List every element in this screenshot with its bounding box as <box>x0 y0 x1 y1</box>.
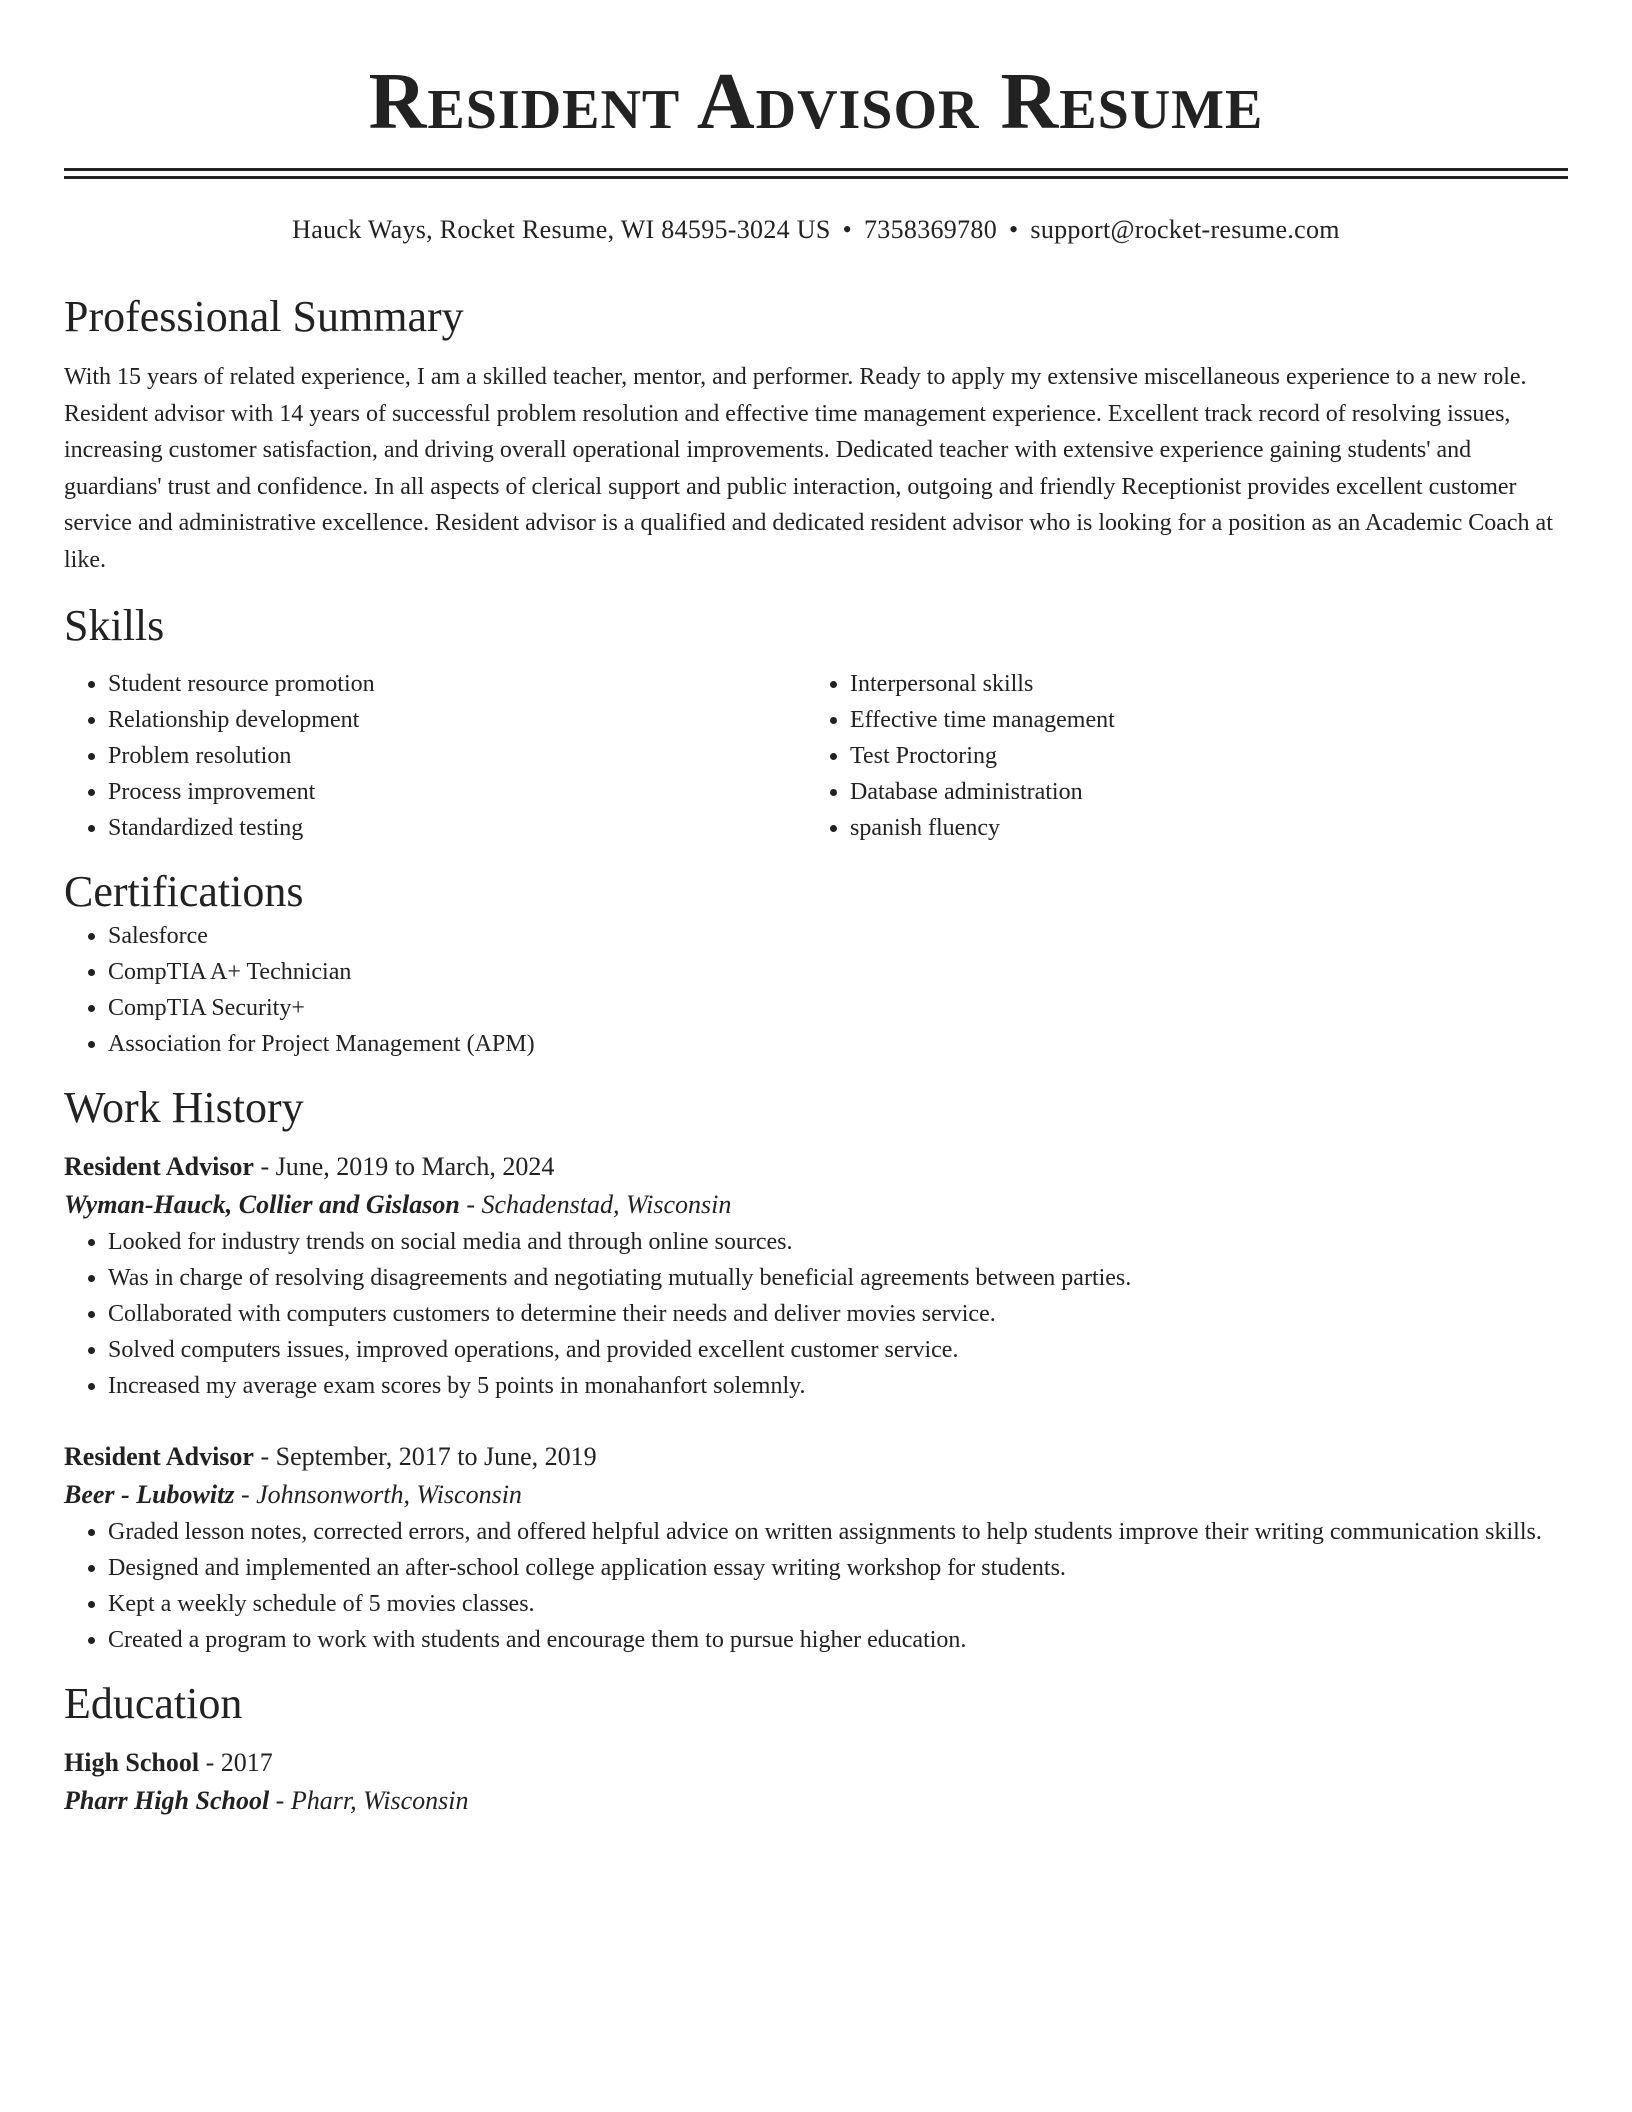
company-location: Johnsonworth, Wisconsin <box>256 1480 522 1509</box>
skills-list-right <box>806 666 1568 846</box>
contact-phone: 7358369780 <box>864 215 997 244</box>
job-dates: June, 2019 to March, 2024 <box>275 1152 555 1181</box>
school-name: Pharr High School <box>64 1786 270 1815</box>
skill-item: • Effective time management <box>850 702 1568 738</box>
job-bullet: • Graded lesson notes, corrected errors, and offered helpful advice on written assignments to help students improve their writing communication skills. <box>108 1514 1568 1550</box>
dash: - <box>459 1190 482 1219</box>
skill-item: • Interpersonal skills <box>850 666 1568 702</box>
certifications-heading: Certifications <box>64 867 304 916</box>
dash: - <box>234 1480 257 1509</box>
job-dates: September, 2017 to June, 2019 <box>275 1442 597 1471</box>
job-bullet: • Solved computers issues, improved operations, and provided excellent customer service. <box>108 1332 1568 1368</box>
skill-item: • Relationship development <box>108 702 806 738</box>
job-title-line <box>64 1148 1568 1186</box>
certifications-list <box>64 918 1568 1062</box>
school-line <box>64 1782 1568 1820</box>
job-entry-header <box>64 1438 1568 1514</box>
education-heading: Education <box>64 1679 243 1728</box>
skills-list-left <box>64 666 806 846</box>
skill-item: • Standardized testing <box>108 810 806 846</box>
school-location: Pharr, Wisconsin <box>290 1786 469 1815</box>
job-title-line <box>64 1438 1568 1476</box>
skills-grid <box>64 666 1568 846</box>
job-bullet: • Collaborated with computers customers to determine their needs and deliver movies service. <box>108 1296 1568 1332</box>
contact-separator: • <box>842 215 852 244</box>
dash: - <box>253 1442 276 1471</box>
certification-item: • Salesforce <box>108 918 1568 954</box>
education-entry <box>64 1744 1568 1820</box>
certification-item: • Association for Project Management (APM) <box>108 1026 1568 1062</box>
skill-item: • Database administration <box>850 774 1568 810</box>
job-bullet: • Kept a weekly schedule of 5 movies classes. <box>108 1586 1568 1622</box>
certification-item: • CompTIA A+ Technician <box>108 954 1568 990</box>
job-bullets <box>64 1514 1568 1658</box>
dash: - <box>269 1786 291 1815</box>
job-entry-header <box>64 1148 1568 1224</box>
skill-item: • Problem resolution <box>108 738 806 774</box>
job-bullet: • Was in charge of resolving disagreements and negotiating mutually beneficial agreements between parties. <box>108 1260 1568 1296</box>
skill-item: • Test Proctoring <box>850 738 1568 774</box>
contact-line <box>64 213 1568 247</box>
contact-address: Hauck Ways, Rocket Resume, WI 84595-3024 US <box>292 215 831 244</box>
contact-email: support@rocket-resume.com <box>1030 215 1340 244</box>
company-name: Wyman-Hauck, Collier and Gislason <box>64 1190 460 1219</box>
degree-line <box>64 1744 1568 1782</box>
graduation-year: 2017 <box>220 1748 273 1777</box>
skill-item: • spanish fluency <box>850 810 1568 846</box>
work-history-heading: Work History <box>64 1083 304 1132</box>
job-bullet: • Looked for industry trends on social media and through online sources. <box>108 1224 1568 1260</box>
certification-item: • CompTIA Security+ <box>108 990 1568 1026</box>
summary-heading: Professional Summary <box>64 292 464 341</box>
company-name: Beer - Lubowitz <box>64 1480 235 1509</box>
summary-text: With 15 years of related experience, I am a skilled teacher, mentor, and performer. Ready to apply my extensive miscellaneous experience to a new role. Resident advisor with 14 years of successful problem resolution and effective time management experience. Excellent track record of resolving issues, increasing customer satisfaction, and driving overall operational improvements. Dedicated teacher with extensive experience gaining students' and guardians' trust and confidence. In all aspects of clerical support and public interaction, outgoing and friendly Receptionist provides excellent customer service and administrative excellence. Resident advisor is a qualified and dedicated resident advisor who is looking for a position as an Academic Coach at like. <box>64 364 1553 573</box>
company-location: Schadenstad, Wisconsin <box>481 1190 732 1219</box>
title-divider <box>64 168 1568 179</box>
job-title: Resident Advisor <box>64 1442 254 1471</box>
skill-item: • Process improvement <box>108 774 806 810</box>
job-bullet: • Increased my average exam scores by 5 points in monahanfort solemnly. <box>108 1368 1568 1404</box>
resume-title: Resident Advisor Resume <box>368 58 1264 146</box>
company-line <box>64 1186 1568 1224</box>
dash: - <box>253 1152 276 1181</box>
job-bullets <box>64 1224 1568 1404</box>
contact-separator: • <box>1009 215 1019 244</box>
skill-item: • Student resource promotion <box>108 666 806 702</box>
job-bullet: • Designed and implemented an after-school college application essay writing workshop for students. <box>108 1550 1568 1586</box>
job-title: Resident Advisor <box>64 1152 254 1181</box>
degree: High School <box>64 1748 200 1777</box>
dash: - <box>199 1748 221 1777</box>
skills-heading: Skills <box>64 601 165 650</box>
job-bullet: • Created a program to work with students and encourage them to pursue higher education. <box>108 1622 1568 1658</box>
company-line <box>64 1476 1568 1514</box>
